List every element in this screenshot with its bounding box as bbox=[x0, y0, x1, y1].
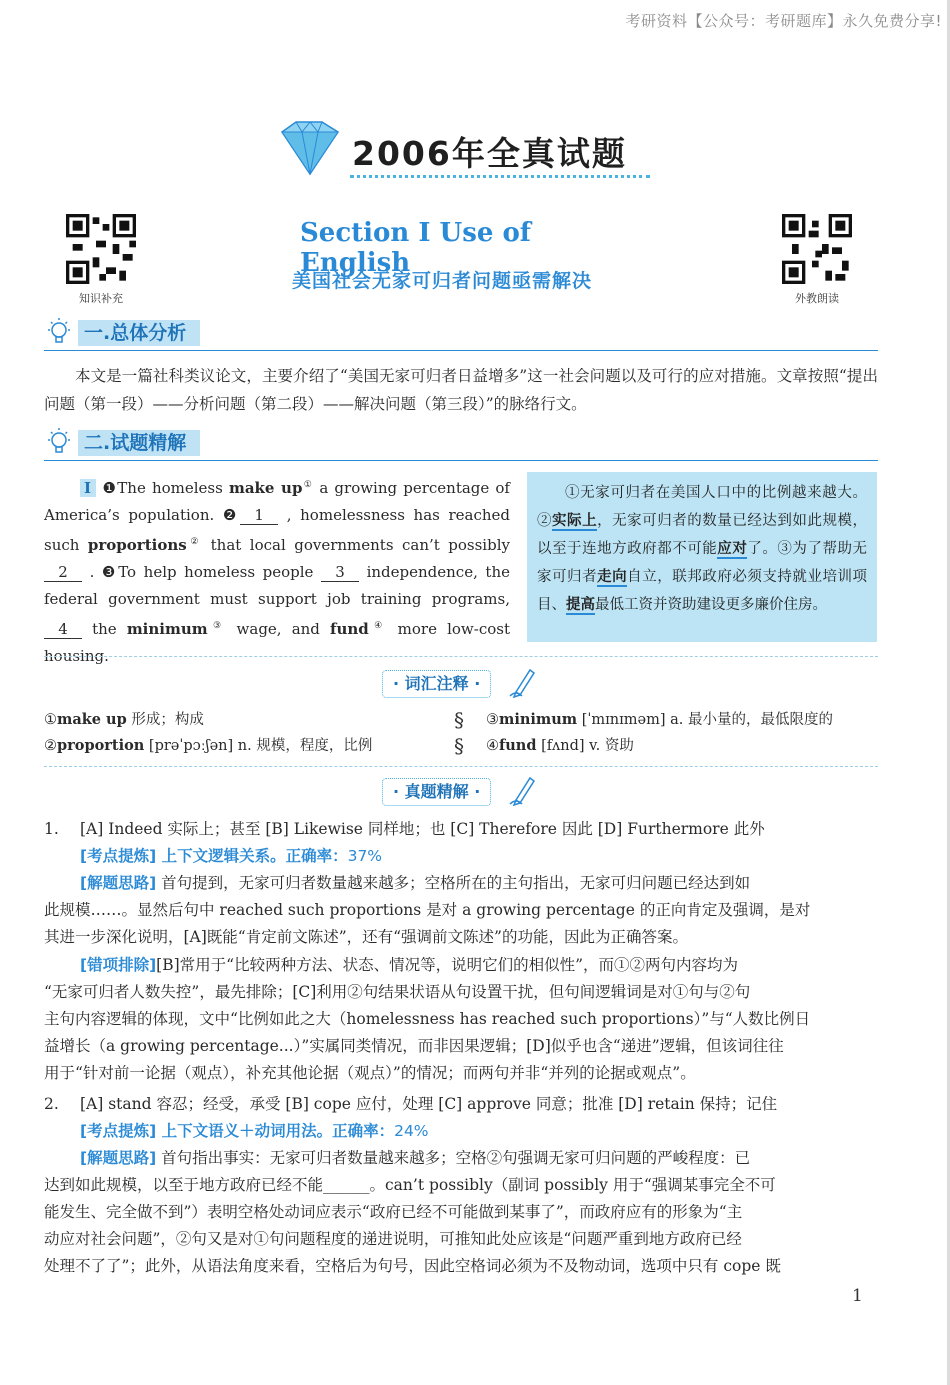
blank-4[interactable]: 4 bbox=[44, 620, 82, 639]
vocab-num: ④ bbox=[486, 738, 499, 754]
text-line: [B]常用于“比较两种方法、状态、情况等，说明它们的相似性”，而①②两句内容均为 bbox=[156, 956, 739, 974]
question-2-reasoning bbox=[44, 1145, 878, 1280]
text-span: more low-cost housing. bbox=[44, 620, 510, 665]
paragraph-marker: Ⅰ bbox=[80, 479, 96, 497]
question-1-reasoning bbox=[44, 870, 878, 951]
text-line: “无家可归者人数失控”，最先排除；[C]利用②句结果状语从句设置干扰，但句间逻辑词是对①句与②句 bbox=[44, 983, 751, 1001]
footnote-mark: ④ bbox=[368, 621, 388, 631]
text-span: . ❸To help homeless people bbox=[82, 563, 321, 581]
text-span: the bbox=[82, 620, 127, 638]
text-span: independence, the federal government must support job training programs, bbox=[44, 563, 510, 608]
divider bbox=[44, 656, 878, 657]
vocab-item bbox=[44, 734, 372, 758]
question-1-elimination bbox=[44, 952, 878, 1087]
translation-box bbox=[527, 472, 877, 642]
title-underline bbox=[350, 175, 650, 178]
vocab-def: [fʌnd] v. 资助 bbox=[536, 738, 634, 754]
text-line: 用于“针对前一论据（观点），补充其他论据（观点）”的情况；而两句并非“并列的论据或观点”。 bbox=[44, 1064, 696, 1082]
qr-code-left[interactable] bbox=[66, 214, 136, 284]
heading-overall-analysis bbox=[44, 318, 878, 351]
vocab-highlight: proportions bbox=[87, 536, 187, 554]
text-line: 首句提到，无家可归者数量越来越多；空格所在的主句指出，无家可归问题已经达到如 bbox=[156, 874, 751, 892]
text-span: ❶The homeless bbox=[102, 479, 229, 497]
accuracy-rate: 24% bbox=[394, 1122, 429, 1140]
vocab-separator: § bbox=[454, 734, 464, 758]
vocab-item bbox=[486, 708, 833, 732]
blank-3[interactable]: 3 bbox=[321, 563, 359, 582]
question-1-tip bbox=[80, 843, 878, 870]
text-span: , homelessness has reached such bbox=[44, 506, 510, 554]
pen-icon bbox=[508, 664, 538, 698]
cloze-paragraph bbox=[44, 472, 510, 670]
vocab-heading: · 词汇注释 · bbox=[382, 670, 491, 698]
divider bbox=[44, 766, 878, 767]
translation-highlight: 走向 bbox=[597, 568, 628, 585]
qr-left-label: 知识补充 bbox=[79, 292, 123, 305]
heading-label: 一.总体分析 bbox=[78, 320, 200, 346]
text-span: a growing percentage of America’s population. ❷ bbox=[44, 479, 510, 524]
text-span: 了。③为了帮助无家可归者 bbox=[537, 541, 868, 585]
text-line: 此规模……。显然后句中 reached such proportions 是对 a growing percentage 的正向肯定及强调，是对 bbox=[44, 901, 811, 919]
vocab-word: make up bbox=[57, 711, 127, 728]
vocab-def: 形成；构成 bbox=[126, 712, 204, 728]
footnote-mark: ③ bbox=[207, 621, 227, 631]
accuracy-rate: 37% bbox=[347, 847, 383, 865]
analysis-heading: · 真题精解 · bbox=[382, 778, 491, 806]
qr-code-right[interactable] bbox=[782, 214, 852, 284]
elimination-label: [错项排除] bbox=[80, 956, 157, 974]
text-line: 益增长（a growing percentage...）”实属同类情况，而非因果逻辑；[D]似乎也含“递进”逻辑，但该词往往 bbox=[44, 1037, 784, 1055]
vocab-heading-label: 词汇注释 bbox=[404, 674, 469, 693]
translation-highlight: 提高 bbox=[566, 596, 595, 613]
vocab-separator: § bbox=[454, 708, 464, 732]
options-text: [A] stand 容忍；经受，承受 [B] cope 应付，处理 [C] approve 同意；批准 [D] retain 保持；记住 bbox=[80, 1095, 778, 1113]
options-text: [A] Indeed 实际上；甚至 [B] Likewise 同样地；也 [C] Therefore 因此 [D] Furthermore 此外 bbox=[80, 820, 765, 838]
tip-text: [考点提炼] 上下文逻辑关系。正确率： bbox=[80, 847, 348, 865]
diamond-icon bbox=[272, 118, 346, 178]
qr-right-label: 外教朗读 bbox=[795, 292, 839, 305]
vocab-highlight: fund bbox=[330, 620, 369, 638]
vocab-highlight: make up bbox=[228, 479, 303, 497]
footnote-mark: ② bbox=[186, 537, 203, 547]
footnote-mark: ① bbox=[302, 480, 314, 490]
question-2-options bbox=[44, 1091, 878, 1118]
section-title: Section Ⅰ Use of English bbox=[300, 218, 531, 278]
vocab-num: ② bbox=[44, 738, 57, 754]
heading-question-analysis bbox=[44, 428, 878, 461]
translation-highlight: 应对 bbox=[717, 540, 748, 557]
vocab-word: minimum bbox=[499, 711, 578, 728]
text-line: 动应对社会问题”，②句又是对①句问题程度的递进说明，可推知此处应该是“问题严重到地方政府已经 bbox=[44, 1230, 742, 1248]
question-1-options bbox=[44, 816, 878, 843]
text-line: 首句指出事实：无家可归者数量越来越多；空格②句强调无家可归问题的严峻程度：已 bbox=[156, 1149, 751, 1167]
question-2-tip bbox=[80, 1118, 878, 1145]
question-number: 2. bbox=[44, 1095, 59, 1113]
page-number: 1 bbox=[852, 1286, 863, 1306]
text-span: 最低工资并资助建设更多廉价住房。 bbox=[595, 597, 827, 613]
text-line: 其进一步深化说明，[A]既能“肯定前文陈述”，还有“强调前文陈述”的功能，因此为正确答案。 bbox=[44, 928, 688, 946]
text-span: that local governments can’t possibly bbox=[202, 536, 510, 554]
vocab-item bbox=[44, 708, 204, 732]
text-line: 能发生、完全做不到”）表明空格处动词应表示“政府已经不可能做到某事了”，而政府应有的形象为“主 bbox=[44, 1203, 743, 1221]
lightbulb-icon bbox=[44, 316, 74, 348]
blank-2[interactable]: 2 bbox=[44, 563, 82, 582]
vocab-num: ③ bbox=[486, 712, 499, 728]
vocab-num: ① bbox=[44, 712, 57, 728]
translation-highlight: 实际上 bbox=[552, 512, 598, 529]
page-title: 2006年全真试题 bbox=[352, 134, 627, 173]
reasoning-label: [解题思路] bbox=[80, 874, 157, 892]
watermark: 考研资料【公众号：考研题库】永久免费分享! bbox=[625, 12, 942, 30]
lightbulb-icon bbox=[44, 426, 74, 458]
text-line: 处理不了了”；此外，从语法角度来看，空格后为句号，因此空格词必须为不及物动词，选项中只有 cope 既 bbox=[44, 1257, 781, 1275]
text-line: 达到如此规模，以至于地方政府已经不能______。can’t possibly（副词 possibly 用于“强调某事完全不可 bbox=[44, 1176, 776, 1194]
text-line: 主句内容逻辑的体现，文中“比例如此之大（homelessness has reached such proportions）”与“人数比例日 bbox=[44, 1010, 811, 1028]
tip-text: [考点提炼] 上下文语义＋动词用法。正确率： bbox=[80, 1122, 395, 1140]
vocab-item bbox=[486, 734, 634, 758]
pen-icon bbox=[508, 772, 538, 806]
vocab-word: proportion bbox=[57, 737, 145, 754]
vocab-def: [prəˈpɔːʃən] n. 规模，程度，比例 bbox=[144, 738, 373, 754]
text-span: ①无家可归者在美国人口中的比例越来越大。② bbox=[537, 485, 867, 529]
reasoning-label: [解题思路] bbox=[80, 1149, 157, 1167]
text-span: wage, and bbox=[226, 620, 331, 638]
vocab-word: fund bbox=[499, 737, 537, 754]
blank-1[interactable]: 1 bbox=[240, 506, 278, 525]
heading-label: 二.试题精解 bbox=[78, 430, 200, 456]
text-span: 自立，联邦政府必须支持就业培训项目、 bbox=[537, 569, 868, 613]
section-subtitle: 美国社会无家可归者问题亟需解决 bbox=[292, 270, 593, 292]
question-number: 1. bbox=[44, 820, 59, 838]
vocab-highlight: minimum bbox=[126, 620, 208, 638]
analysis-heading-label: 真题精解 bbox=[404, 782, 469, 801]
text-span: ，无家可归者的数量已经达到如此规模，以至于连地方政府都不可能 bbox=[537, 513, 868, 557]
overall-analysis-text: 本文是一篇社科类议论文，主要介绍了“美国无家可归者日益增多”这一社会问题以及可行的应对措施。文章按照“提出问题（第一段）——分析问题（第二段）——解决问题（第三段）”的脉络行文。 bbox=[44, 367, 878, 413]
vocab-def: [ˈmɪnɪməm] a. 最小量的，最低限度的 bbox=[577, 712, 833, 728]
